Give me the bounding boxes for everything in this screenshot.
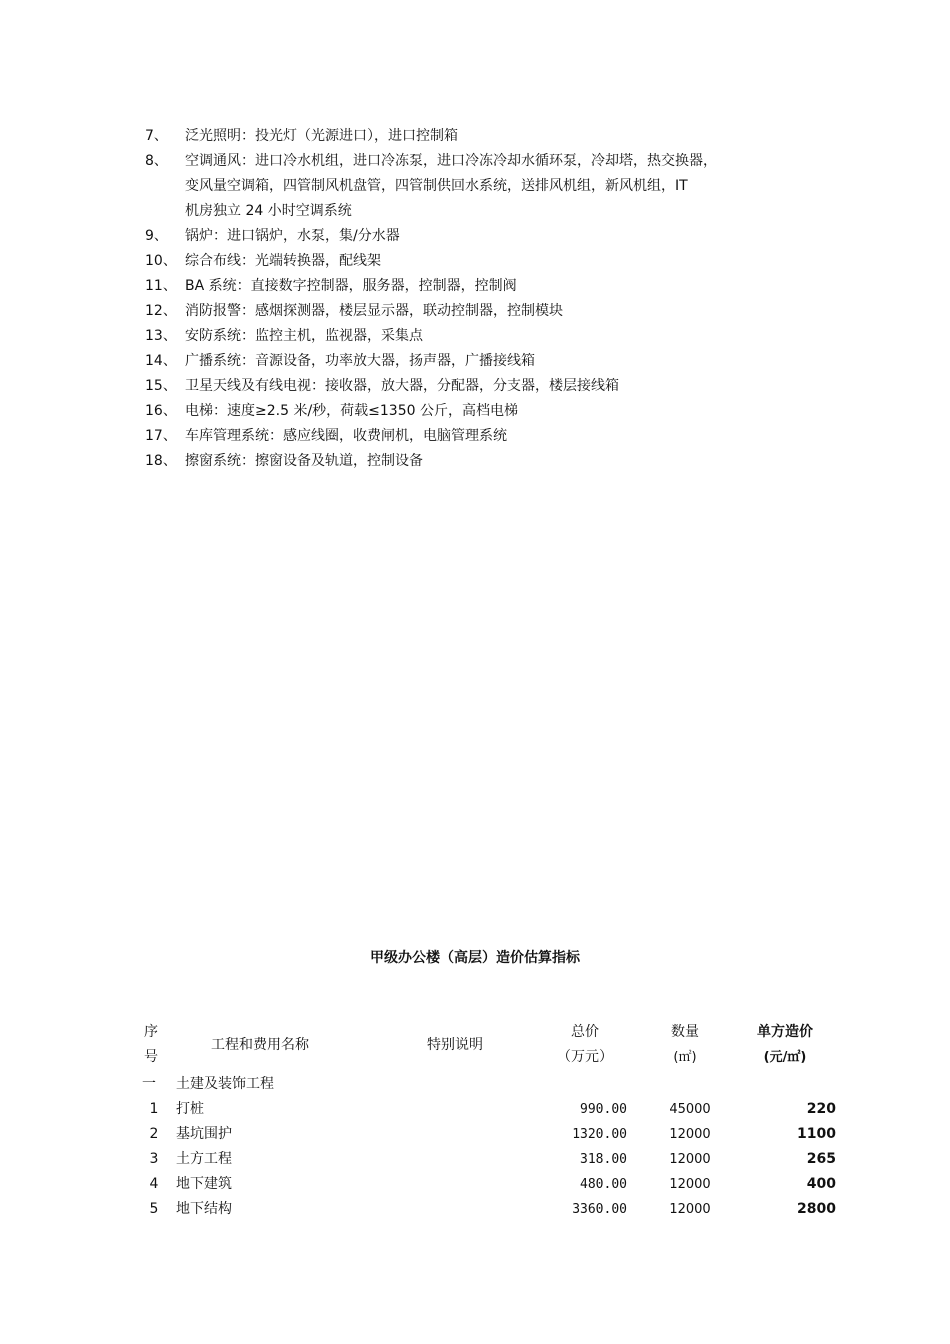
row-seq: 4 (149, 1176, 159, 1192)
list-item (145, 299, 845, 324)
table-row (140, 1172, 840, 1197)
list-item (145, 124, 845, 149)
item-text: 机房独立 24 小时空调系统 (185, 203, 352, 219)
row-name: 打桩 (176, 1101, 204, 1117)
row-unit-cost: 265 (806, 1151, 836, 1167)
row-name: 基坑围护 (176, 1126, 232, 1142)
header-total: 总价 （万元） (557, 1024, 613, 1065)
item-number: 14、 (145, 353, 177, 369)
item-text: 卫星天线及有线电视：接收器，放大器，分配器，分支器，楼层接线箱 (185, 378, 619, 394)
row-name: 地下建筑 (176, 1176, 232, 1192)
row-total: 480.00 (580, 1177, 627, 1192)
list-item (145, 224, 845, 249)
row-qty: 45000 (669, 1102, 711, 1117)
header-seq: 序 号 (144, 1024, 158, 1065)
list-item (145, 399, 845, 424)
list-item (145, 424, 845, 449)
row-total: 318.00 (580, 1152, 627, 1167)
row-seq: 3 (149, 1151, 159, 1167)
row-qty: 12000 (669, 1202, 711, 1217)
item-number: 13、 (145, 328, 177, 344)
equipment-list (145, 124, 845, 474)
item-text: 综合布线：光端转换器，配线架 (185, 253, 381, 269)
item-number: 17、 (145, 428, 177, 444)
row-seq: 2 (149, 1126, 159, 1142)
item-number: 15、 (145, 378, 177, 394)
item-text: 车库管理系统：感应线圈，收费闸机，电脑管理系统 (185, 428, 507, 444)
row-unit-cost: 400 (806, 1176, 836, 1192)
list-item (145, 374, 845, 399)
table-header (140, 1020, 840, 1072)
row-unit-cost: 2800 (797, 1201, 836, 1217)
list-item (145, 274, 845, 299)
header-note: 特别说明 (427, 1037, 483, 1053)
item-text: 安防系统：监控主机，监视器，采集点 (185, 328, 423, 344)
table-row (140, 1122, 840, 1147)
item-number: 12、 (145, 303, 177, 319)
header-name: 工程和费用名称 (211, 1037, 309, 1053)
table-row (140, 1197, 840, 1222)
list-item (145, 249, 845, 274)
row-qty: 12000 (669, 1152, 711, 1167)
row-name: 地下结构 (176, 1201, 232, 1217)
row-unit-cost: 220 (806, 1101, 836, 1117)
row-qty: 12000 (669, 1177, 711, 1192)
row-seq: 1 (149, 1101, 159, 1117)
row-total: 3360.00 (572, 1202, 627, 1217)
row-unit-cost: 1100 (797, 1126, 836, 1142)
item-number: 16、 (145, 403, 177, 419)
item-text: 电梯：速度≥2.5 米/秒，荷载≤1350 公斤，高档电梯 (185, 403, 518, 419)
item-text: 泛光照明：投光灯（光源进口），进口控制箱 (185, 128, 458, 144)
section-name: 土建及装饰工程 (176, 1076, 274, 1092)
row-total: 990.00 (580, 1102, 627, 1117)
item-text: BA 系统：直接数字控制器，服务器，控制器，控制阀 (185, 278, 517, 294)
row-seq: 5 (149, 1201, 159, 1217)
item-number: 9、 (145, 228, 168, 244)
table-title: 甲级办公楼（高层）造价估算指标 (370, 950, 580, 966)
row-total: 1320.00 (572, 1127, 627, 1142)
item-text: 变风量空调箱，四管制风机盘管，四管制供回水系统，送排风机组，新风机组，IT (185, 178, 688, 194)
item-number: 18、 (145, 453, 177, 469)
row-name: 土方工程 (176, 1151, 232, 1167)
list-item (145, 349, 845, 374)
item-number: 7、 (145, 128, 168, 144)
cost-table (140, 1020, 840, 1222)
item-text: 消防报警：感烟探测器，楼层显示器，联动控制器，控制模块 (185, 303, 563, 319)
item-number: 11、 (145, 278, 177, 294)
section-seq: 一 (142, 1076, 156, 1092)
item-number: 10、 (145, 253, 177, 269)
list-item (145, 324, 845, 349)
header-unit-cost: 单方造价 (元/㎡) (757, 1024, 813, 1065)
header-qty: 数量 (㎡) (671, 1024, 699, 1065)
item-text: 广播系统：音源设备，功率放大器，扬声器，广播接线箱 (185, 353, 535, 369)
item-number: 8、 (145, 153, 168, 169)
table-row (140, 1147, 840, 1172)
item-text: 空调通风：进口冷水机组，进口冷冻泵，进口冷冻冷却水循环泵，冷却塔，热交换器， (185, 153, 717, 169)
list-item (145, 449, 845, 474)
item-text: 擦窗系统：擦窗设备及轨道，控制设备 (185, 453, 423, 469)
row-qty: 12000 (669, 1127, 711, 1142)
table-row (140, 1097, 840, 1122)
item-text: 锅炉：进口锅炉，水泵，集/分水器 (185, 228, 400, 244)
section-row (140, 1072, 840, 1097)
list-item (145, 149, 845, 224)
